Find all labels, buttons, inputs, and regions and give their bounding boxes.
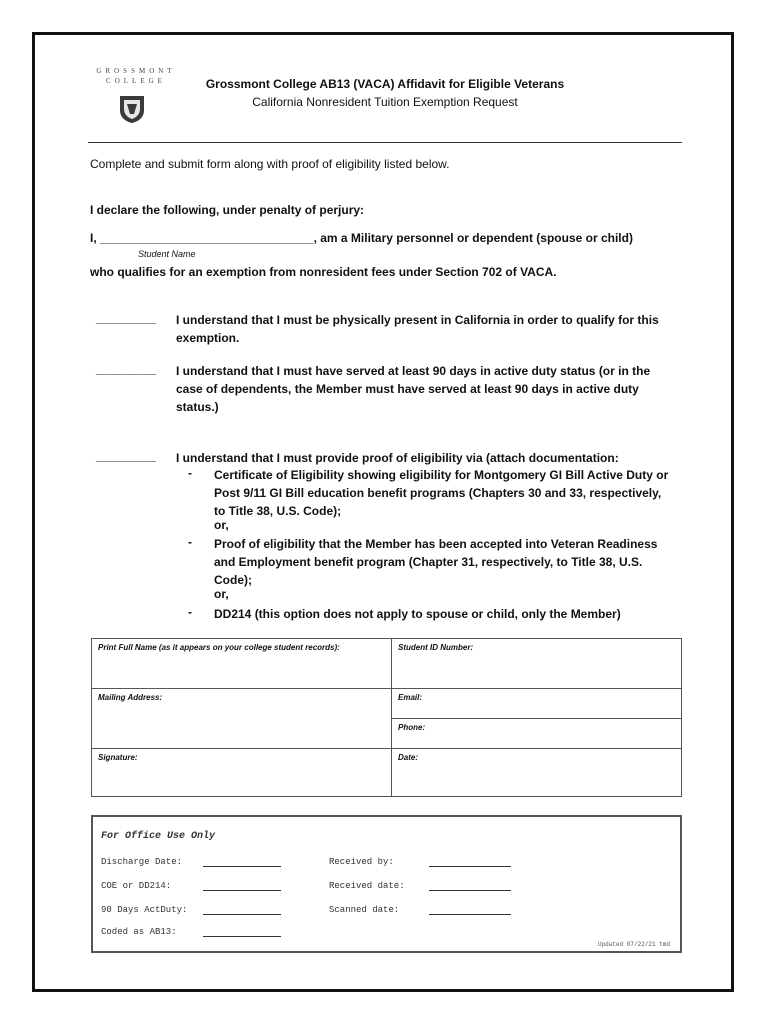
received-date-label: Received date: — [329, 881, 405, 891]
form-title: Grossmont College AB13 (VACA) Affidavit for Eligible Veterans — [205, 77, 565, 91]
discharge-date-blank[interactable] — [203, 857, 281, 867]
coded-label: Coded as AB13: — [101, 927, 177, 937]
date-field[interactable] — [392, 749, 682, 797]
form-subtitle: California Nonresident Tuition Exemption Request — [252, 95, 518, 109]
received-date-row — [329, 881, 405, 891]
option-text: Proof of eligibility that the Member has been accepted into Veteran Readiness and Employment benefit program (Chapter 31, respectively, to Title 38, U.S. Code); — [214, 537, 658, 587]
or-separator: or, — [214, 587, 229, 601]
option-text: Certificate of Eligibility showing eligibility for Montgomery GI Bill Active Duty or Post 9/11 GI Bill education benefit programs (Chapters 30 and 33, respectively, to Title 38, U.S. Code); — [214, 468, 669, 518]
updated-note: Updated 07/22/21 tmd — [597, 941, 670, 948]
student-id-field[interactable] — [392, 639, 682, 689]
discharge-date-label: Discharge Date: — [101, 857, 183, 867]
option-text: DD214 (this option does not apply to spouse or child, only the Member) — [214, 607, 621, 621]
coe-label: COE or DD214: — [101, 881, 172, 891]
student-name-line[interactable] — [90, 231, 633, 245]
coded-blank[interactable] — [203, 927, 281, 937]
date-label: Date: — [398, 753, 419, 762]
acknowledgement-text: I understand that I must provide proof of eligibility via (attach documentation: — [176, 451, 619, 465]
office-use-title: For Office Use Only — [101, 831, 216, 842]
print-name-label: Print Full Name (as it appears on your college student records): — [98, 643, 340, 652]
active-duty-row — [101, 905, 187, 915]
mailing-address-field[interactable] — [92, 689, 392, 749]
initials-blank[interactable]: _________ — [96, 362, 157, 376]
acknowledgement-text: I understand that I must have served at least 90 days in active duty status (or in the case of dependents, the Member must have served at least 90 days in active duty status.) — [176, 364, 651, 414]
office-use-box — [91, 815, 682, 953]
list-dash: - — [188, 605, 192, 619]
acknowledgement-text: I understand that I must be physically present in California in order to qualify for this exemption. — [176, 313, 659, 345]
received-date-blank[interactable] — [429, 881, 511, 891]
signature-field[interactable] — [92, 749, 392, 797]
scanned-date-row — [329, 905, 399, 915]
email-label: Email: — [398, 693, 423, 702]
received-by-row — [329, 857, 394, 867]
header-divider — [88, 142, 682, 143]
print-name-field[interactable] — [92, 639, 392, 689]
active-duty-blank[interactable] — [203, 905, 281, 915]
qualifies-text: who qualifies for an exemption from nonresident fees under Section 702 of VACA. — [90, 265, 557, 279]
intro-text: Complete and submit form along with proof of eligibility listed below. — [90, 157, 450, 171]
initials-blank[interactable]: _________ — [96, 449, 157, 463]
coded-row — [101, 927, 177, 937]
email-field[interactable] — [392, 689, 682, 719]
list-dash: - — [188, 466, 192, 480]
coe-blank[interactable] — [203, 881, 281, 891]
initials-blank[interactable]: _________ — [96, 311, 157, 325]
declaration-heading: I declare the following, under penalty of perjury: — [90, 203, 365, 217]
signature-label: Signature: — [98, 753, 138, 762]
active-duty-label: 90 Days ActDuty: — [101, 905, 188, 915]
list-dash: - — [188, 535, 192, 549]
received-by-label: Received by: — [329, 857, 394, 867]
discharge-date-row — [101, 857, 182, 867]
student-info-table — [91, 638, 682, 797]
student-name-caption: Student Name — [138, 249, 196, 259]
student-id-label: Student ID Number: — [398, 643, 474, 652]
college-shield-icon — [118, 94, 146, 124]
phone-label: Phone: — [398, 723, 426, 732]
scanned-date-label: Scanned date: — [329, 905, 400, 915]
mailing-address-label: Mailing Address: — [98, 693, 163, 702]
student-name-blank[interactable]: I, ________________________________, — [90, 231, 317, 245]
or-separator: or, — [214, 518, 229, 532]
scanned-date-blank[interactable] — [429, 905, 511, 915]
coe-row — [101, 881, 171, 891]
student-name-suffix: am a Military personnel or dependent (spouse or child) — [320, 231, 633, 245]
phone-field[interactable] — [392, 719, 682, 749]
logo-line-2: COLLEGE — [106, 77, 166, 85]
logo-line-1: GROSSMONT — [96, 67, 176, 75]
received-by-blank[interactable] — [429, 857, 511, 867]
